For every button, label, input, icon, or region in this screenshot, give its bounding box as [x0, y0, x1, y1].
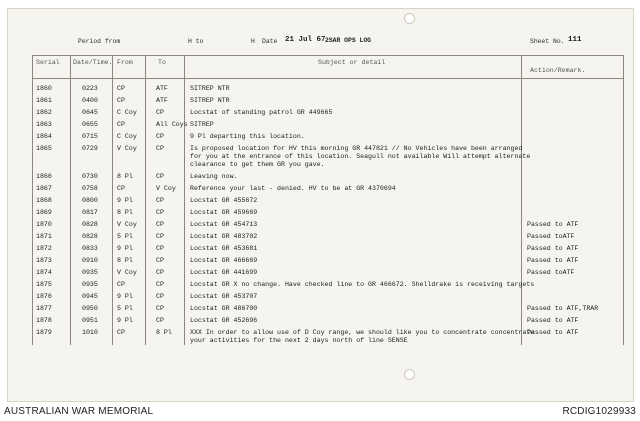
from-cell: V Coy	[117, 221, 137, 228]
subject-line: Locstat GR X no change. Have checked line to GR 466672. Shelldrake is receiving targets	[190, 281, 535, 288]
time-cell: 0655	[82, 121, 98, 128]
subject-line: Locstat of standing patrol GR 449665	[190, 109, 333, 116]
action-cell: Passed toATF	[527, 233, 575, 240]
subject-line: XXX In order to allow use of D Coy range, we should like you to concentrate concentrate	[190, 329, 535, 336]
action-cell: Passed to ATF	[527, 245, 579, 252]
subject-line: Locstat GR 483702	[190, 233, 258, 240]
from-cell: 8 Pl	[117, 173, 133, 180]
sheet-number: 111	[568, 36, 582, 44]
to-cell: ATF	[156, 85, 168, 92]
serial-cell: 1872	[36, 245, 52, 252]
from-cell: CP	[117, 185, 125, 192]
serial-cell: 1869	[36, 209, 52, 216]
action-cell: Passed to ATF	[527, 317, 579, 324]
col-header-from: From	[117, 59, 133, 66]
to-cell: CP	[156, 133, 164, 140]
to-cell: CP	[156, 257, 164, 264]
from-cell: C Coy	[117, 133, 137, 140]
from-cell: V Coy	[117, 269, 137, 276]
to-cell: CP	[156, 305, 164, 312]
to-cell: CP	[156, 317, 164, 324]
subject-line: for you at the entrance of this location. Seagull not available Will attempt alternate	[190, 153, 531, 160]
from-cell: CP	[117, 85, 125, 92]
subject-line: SITREP	[190, 121, 214, 128]
col-header-serial: Serial	[36, 59, 60, 66]
to-cell: CP	[156, 233, 164, 240]
serial-cell: 1877	[36, 305, 52, 312]
col-rule	[70, 55, 71, 345]
to-cell: CP	[156, 145, 164, 152]
serial-cell: 1873	[36, 257, 52, 264]
time-cell: 0828	[82, 221, 98, 228]
from-cell: 5 Pl	[117, 305, 133, 312]
to-cell: CP	[156, 197, 164, 204]
subject-line: Locstat GR 441699	[190, 269, 258, 276]
from-cell: CP	[117, 281, 125, 288]
serial-cell: 1878	[36, 317, 52, 324]
serial-cell: 1874	[36, 269, 52, 276]
footer-bar	[0, 403, 640, 421]
time-cell: 0223	[82, 85, 98, 92]
serial-cell: 1862	[36, 109, 52, 116]
time-cell: 0758	[82, 185, 98, 192]
punch-hole	[404, 13, 415, 24]
from-cell: 9 Pl	[117, 245, 133, 252]
time-cell: 0730	[82, 173, 98, 180]
footer-institution: AUSTRALIAN WAR MEMORIAL	[4, 406, 154, 417]
time-cell: 0951	[82, 317, 98, 324]
from-cell: CP	[117, 329, 125, 336]
col-header-action: Action/Remark.	[530, 67, 586, 74]
subject-line: SITREP NTR	[190, 85, 230, 92]
action-cell: Passed to ATF	[527, 257, 579, 264]
time-cell: 0935	[82, 281, 98, 288]
col-header-datetime: Date/Time.	[73, 59, 113, 66]
to-cell: CP	[156, 173, 164, 180]
serial-cell: 1871	[36, 233, 52, 240]
to-cell: CP	[156, 245, 164, 252]
log-ref: 2SAR OPS LOG	[325, 37, 372, 44]
col-rule	[32, 55, 33, 345]
time-cell: 0645	[82, 109, 98, 116]
subject-line: your activities for the next 2 days north of line SENSE	[190, 337, 408, 344]
action-cell: Passed toATF	[527, 269, 575, 276]
col-rule	[145, 55, 146, 345]
to-cell: CP	[156, 293, 164, 300]
subject-line: Locstat GR 453681	[190, 245, 258, 252]
from-cell: C Coy	[117, 109, 137, 116]
footer-record-id: RCDIG1029933	[562, 406, 636, 417]
table-header-rule	[32, 78, 624, 79]
subject-line: Locstat GR 454713	[190, 221, 258, 228]
date-value: 21 Jul 67	[285, 36, 326, 44]
time-cell: 0833	[82, 245, 98, 252]
to-cell: CP	[156, 269, 164, 276]
punch-hole	[404, 369, 415, 380]
col-rule	[623, 55, 624, 345]
serial-cell: 1860	[36, 85, 52, 92]
action-cell: Passed to ATF,TRAR	[527, 305, 599, 312]
to-cell: CP	[156, 281, 164, 288]
subject-line: Locstat GR 453707	[190, 293, 258, 300]
action-cell: Passed to ATF	[527, 221, 579, 228]
to-cell: ATF	[156, 97, 168, 104]
time-cell: 0400	[82, 97, 98, 104]
subject-line: Leaving now.	[190, 173, 238, 180]
subject-line: Is proposed location for HV this morning GR 447821 // No Vehicles have been arranged	[190, 145, 523, 152]
to-cell: V Coy	[156, 185, 176, 192]
period-to-h: H	[251, 38, 255, 45]
serial-cell: 1861	[36, 97, 52, 104]
time-cell: 0817	[82, 209, 98, 216]
time-cell: 0950	[82, 305, 98, 312]
from-cell: CP	[117, 97, 125, 104]
subject-line: Reference your last - denied. HV to be at GR 4370694	[190, 185, 396, 192]
from-cell: 9 Pl	[117, 197, 133, 204]
time-cell: 0910	[82, 257, 98, 264]
serial-cell: 1868	[36, 197, 52, 204]
time-cell: 0715	[82, 133, 98, 140]
col-header-subject: Subject or detail	[318, 59, 386, 66]
from-cell: 8 Pl	[117, 257, 133, 264]
time-cell: 0729	[82, 145, 98, 152]
from-cell: CP	[117, 121, 125, 128]
subject-line: Locstat GR 459669	[190, 209, 258, 216]
subject-line: Locstat GR 455672	[190, 197, 258, 204]
to-cell: CP	[156, 221, 164, 228]
col-header-to: To	[158, 59, 166, 66]
col-rule	[521, 55, 522, 345]
from-cell: 9 Pl	[117, 317, 133, 324]
from-cell: 8 Pl	[117, 209, 133, 216]
time-cell: 0935	[82, 269, 98, 276]
subject-line: SITREP NTR	[190, 97, 230, 104]
subject-line: Locstat GR 466669	[190, 257, 258, 264]
to-cell: All Coys	[156, 121, 188, 128]
to-cell: 8 Pl	[156, 329, 172, 336]
serial-cell: 1864	[36, 133, 52, 140]
serial-cell: 1876	[36, 293, 52, 300]
action-cell: Passed to ATF	[527, 329, 579, 336]
from-cell: 5 Pl	[117, 233, 133, 240]
subject-line: clearance to get them GR you gave.	[190, 161, 325, 168]
col-rule	[184, 55, 185, 345]
period-label: Period from	[78, 38, 121, 45]
to-cell: CP	[156, 109, 164, 116]
period-to: H to	[188, 38, 204, 45]
from-cell: V Coy	[117, 145, 137, 152]
time-cell: 1010	[82, 329, 98, 336]
date-label: Date	[262, 38, 278, 45]
subject-line: 9 Pl departing this location.	[190, 133, 305, 140]
table-top-rule	[32, 55, 624, 56]
from-cell: 9 Pl	[117, 293, 133, 300]
serial-cell: 1863	[36, 121, 52, 128]
time-cell: 0800	[82, 197, 98, 204]
col-rule	[112, 55, 113, 345]
time-cell: 0828	[82, 233, 98, 240]
serial-cell: 1875	[36, 281, 52, 288]
serial-cell: 1870	[36, 221, 52, 228]
time-cell: 0945	[82, 293, 98, 300]
serial-cell: 1867	[36, 185, 52, 192]
serial-cell: 1866	[36, 173, 52, 180]
sheet-label: Sheet No.	[530, 38, 565, 45]
subject-line: Locstat GR 486700	[190, 305, 258, 312]
subject-line: Locstat GR 452696	[190, 317, 258, 324]
serial-cell: 1865	[36, 145, 52, 152]
to-cell: CP	[156, 209, 164, 216]
serial-cell: 1879	[36, 329, 52, 336]
